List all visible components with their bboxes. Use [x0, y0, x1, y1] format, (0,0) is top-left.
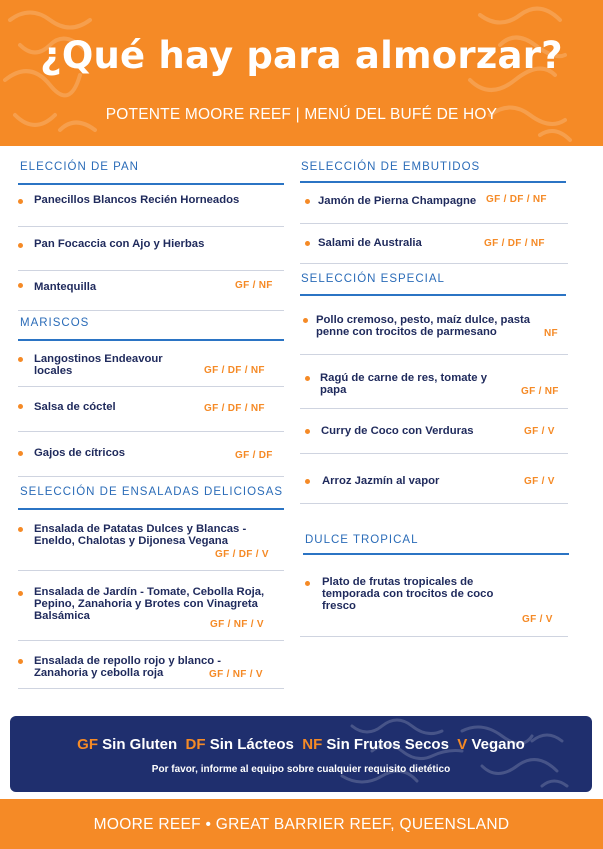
bullet-icon: [305, 479, 310, 484]
diet-tags: GF / NF / V: [209, 669, 263, 680]
footer-location: MOORE REEF • GREAT BARRIER REEF, QUEENSLAND: [93, 816, 510, 833]
diet-tags: GF / DF / NF: [204, 365, 265, 376]
bullet-icon: [305, 199, 310, 204]
page-subtitle: POTENTE MOORE REEF | MENÚ DEL BUFÉ DE HOY: [105, 106, 498, 123]
item-divider: [300, 408, 568, 409]
legend-code-gf: GF: [77, 736, 98, 753]
item-name: Ensalada de Patatas Dulces y Blancas - Eneldo, Chalotas y Dijonesa Vegana: [34, 523, 247, 547]
bullet-icon: [18, 283, 23, 288]
section-title-mariscos: MARISCOS: [20, 317, 90, 329]
diet-tags: GF / NF: [235, 280, 273, 291]
bullet-icon: [305, 376, 310, 381]
section-divider: [18, 183, 284, 185]
menu-item: [300, 236, 572, 264]
item-divider: [18, 431, 284, 432]
bullet-icon: [18, 527, 23, 532]
section-title-especial: SELECCIÓN ESPECIAL: [301, 273, 445, 285]
menu-item: [18, 586, 284, 636]
section-title-pan: ELECCIÓN DE PAN: [20, 161, 139, 173]
item-divider: [18, 476, 284, 477]
item-name: Ensalada de repollo rojo y blanco - Zanahoria y cebolla roja: [34, 655, 222, 679]
bullet-icon: [303, 318, 308, 323]
bullet-icon: [18, 404, 23, 409]
diet-tags: GF / DF / NF: [484, 238, 545, 249]
legend-code-v: V: [457, 736, 468, 753]
item-name: Plato de frutas tropicales de temporada con trocitos de coco fresco: [322, 576, 494, 612]
item-divider: [18, 310, 284, 311]
legend-code-nf: NF: [302, 736, 323, 753]
bullet-icon: [18, 659, 23, 664]
page-title: ¿Qué hay para almorzar?: [40, 34, 563, 77]
item-name: Salami de Australia: [318, 237, 422, 249]
menu-item: [18, 654, 284, 684]
menu-item: [300, 194, 572, 222]
legend-note: Por favor, informe al equipo sobre cualquier requisito dietético: [151, 764, 451, 775]
section-divider: [303, 553, 569, 555]
bullet-icon: [18, 451, 23, 456]
legend-label-nf: Sin Frutos Secos: [326, 736, 449, 753]
section-title-ensaladas: SELECCIÓN DE ENSALADAS DELICIOSAS: [20, 486, 284, 498]
section-divider: [18, 508, 284, 510]
item-name: Ragú de carne de res, tomate y papa: [320, 372, 488, 396]
item-divider: [18, 270, 284, 271]
item-divider: [300, 503, 568, 504]
item-divider: [300, 263, 568, 264]
item-name: Ensalada de Jardín - Tomate, Cebolla Roja, Pepino, Zanahoria y Brotes con Vinagreta Balsámica: [34, 586, 265, 622]
item-name: Curry de Coco con Verduras: [321, 425, 474, 437]
section-title-embutidos: SELECCIÓN DE EMBUTIDOS: [301, 161, 481, 173]
item-divider: [18, 570, 284, 571]
legend-label-df: Sin Lácteos: [209, 736, 294, 753]
menu-item: [18, 238, 284, 268]
item-name: Gajos de cítricos: [34, 447, 126, 459]
item-divider: [18, 688, 284, 689]
diet-tags: GF / V: [524, 476, 555, 487]
section-divider: [300, 294, 566, 296]
legend-label-gf: Sin Gluten: [102, 736, 178, 753]
diet-tags: GF / DF / NF: [204, 403, 265, 414]
item-name: Pan Focaccia con Ajo y Hierbas: [34, 238, 205, 250]
bullet-icon: [305, 581, 310, 586]
menu-item: [18, 194, 284, 224]
bullet-icon: [305, 429, 310, 434]
item-divider: [18, 226, 284, 227]
legend-code-df: DF: [185, 736, 206, 753]
item-name: Pollo cremoso, pesto, maíz dulce, pasta penne con trocitos de parmesano: [316, 314, 531, 338]
bullet-icon: [18, 243, 23, 248]
item-divider: [300, 223, 568, 224]
diet-tags: NF: [544, 328, 558, 339]
section-title-dulce: DULCE TROPICAL: [305, 534, 419, 546]
menu-item: [18, 522, 284, 564]
bullet-icon: [18, 357, 23, 362]
menu-item: [300, 474, 572, 498]
section-divider: [18, 339, 284, 341]
diet-tags: GF / DF / V: [215, 549, 269, 560]
item-divider: [18, 386, 284, 387]
item-divider: [300, 354, 568, 355]
menu-item: [18, 352, 284, 384]
item-name: Salsa de cóctel: [34, 401, 116, 413]
diet-tags: GF / DF / NF: [486, 194, 547, 205]
bullet-icon: [305, 241, 310, 246]
item-name: Mantequilla: [34, 281, 97, 293]
legend-label-v: Vegano: [471, 736, 525, 753]
diet-tags: GF / V: [524, 426, 555, 437]
menu-item: [18, 400, 284, 430]
menu-item: [300, 313, 572, 349]
item-name: Jamón de Pierna Champagne: [318, 195, 477, 207]
dietary-legend: [10, 716, 592, 792]
section-divider: [300, 181, 566, 183]
footer-banner: [0, 799, 603, 849]
item-divider: [18, 640, 284, 641]
diet-tags: GF / DF: [235, 450, 273, 461]
diet-tags: GF / NF / V: [210, 619, 264, 630]
menu-item: [18, 280, 284, 310]
item-divider: [300, 453, 568, 454]
diet-tags: GF / NF: [521, 386, 559, 397]
menu-item: [300, 576, 572, 626]
diet-tags: GF / V: [522, 614, 553, 625]
item-name: Arroz Jazmín al vapor: [322, 475, 440, 487]
bullet-icon: [18, 199, 23, 204]
item-name: Panecillos Blancos Recién Horneados: [34, 194, 240, 206]
menu-item: [300, 371, 572, 401]
legend-line: [10, 736, 592, 753]
menu-item: [300, 424, 572, 448]
bullet-icon: [18, 591, 23, 596]
item-name: Langostinos Endeavour locales: [34, 353, 163, 377]
menu-item: [18, 446, 284, 476]
coral-pattern-decoration: [332, 716, 592, 792]
item-divider: [300, 636, 568, 637]
header-banner: [0, 0, 603, 146]
